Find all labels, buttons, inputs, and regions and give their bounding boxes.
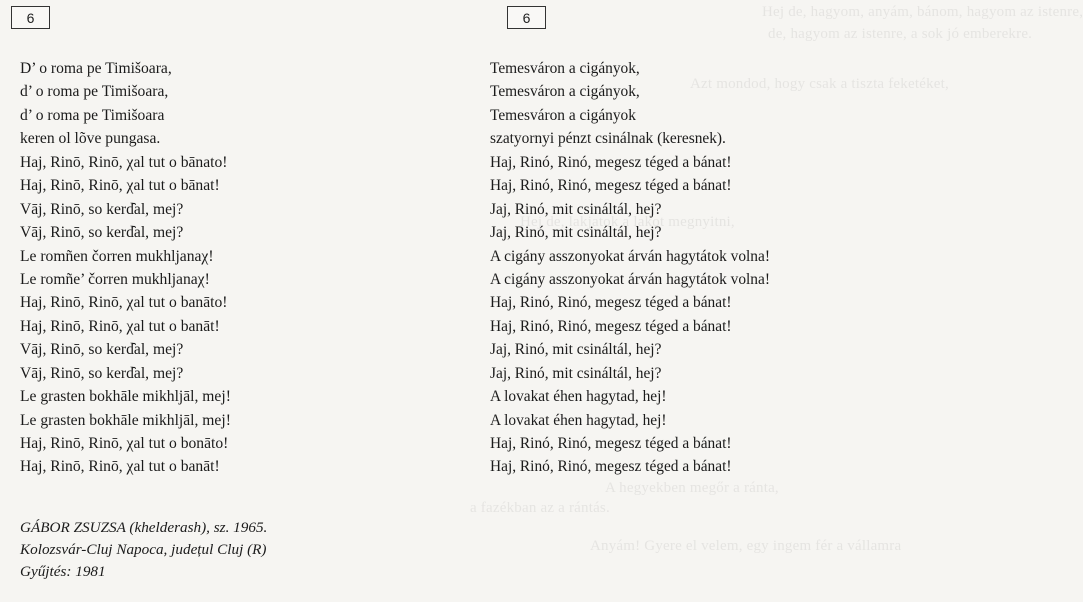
lyric-line: Haj, Rinō, Rinō, χal tut o bonāto!: [20, 435, 229, 452]
translation-line: Jaj, Rinó, mit csináltál, hej?: [490, 224, 662, 242]
lyric-line: Vāj, Rinō, so kerd̑al, mej?: [20, 364, 184, 382]
translation-line: Haj, Rinó, Rinó, megesz téged a bánat!: [490, 458, 732, 476]
lyric-line: Haj, Rinō, Rinō, χal tut o bānato!: [20, 153, 228, 171]
translation-line: Jaj, Rinó, mit csináltál, hej?: [490, 364, 662, 382]
bleed-through-text: Anyám! Gyere el velem, egy ingem fér a vállamra: [590, 538, 902, 554]
bleed-through-text: Hej de, lakjatok a lakot megnyitni,: [520, 214, 735, 230]
performer-location: Kolozsvár-Cluj Napoca, județul Cluj (R): [20, 541, 267, 558]
lyric-line: d’ o roma pe Timišoara,: [20, 83, 169, 101]
lyric-line: Le romñen čorren mukhljanaχ!: [20, 247, 214, 265]
translation-line: Temesváron a cigányok: [490, 106, 636, 124]
translation-line: Jaj, Rinó, mit csináltál, hej?: [490, 200, 662, 218]
translation-line: Haj, Rinó, Rinó, megesz téged a bánat!: [490, 294, 732, 312]
translation-line: szatyornyi pénzt csinálnak (keresnek).: [490, 130, 726, 148]
bleed-through-text: Azt mondod, hogy csak a tiszta feketéket,: [690, 76, 949, 92]
lyric-line: keren ol lõve pungasa.: [20, 130, 161, 148]
lyric-line: Haj, Rinō, Rinō, χal tut o banāt!: [20, 458, 220, 476]
translation-line: Haj, Rinó, Rinó, megesz téged a bánat!: [490, 177, 732, 195]
lyric-line: Le grasten bokhāle mikhljāl, mej!: [20, 388, 231, 406]
lyric-line: Le romñe’ čorren mukhljanaχ!: [20, 270, 210, 288]
translation-line: A cigány asszonyokat árván hagytátok volna!: [490, 247, 770, 265]
bleed-through-text: de, hagyom az istenre, a sok jó emberekre.: [768, 26, 1033, 42]
hungarian-lyrics-column: [490, 57, 910, 479]
lyric-line: Haj, Rinō, Rinō, χal tut o banāto!: [20, 294, 228, 312]
lyric-line: d’ o roma pe Timišoara: [20, 106, 165, 124]
page-number-left: 6: [26, 9, 35, 26]
lyric-line: Le grasten bokhāle mikhljāl, mej!: [20, 411, 231, 429]
translation-line: Temesváron a cigányok,: [490, 60, 640, 77]
translation-line: Haj, Rinó, Rinó, megesz téged a bánat!: [490, 435, 732, 452]
lyric-line: Vāj, Rinō, so kerd̑al, mej?: [20, 200, 184, 218]
lyric-line: D’ o roma pe Timišoara,: [20, 60, 172, 77]
translation-line: Jaj, Rinó, mit csináltál, hej?: [490, 341, 662, 359]
lyric-line: Haj, Rinō, Rinō, χal tut o banāt!: [20, 317, 220, 335]
lyric-line: Haj, Rinō, Rinō, χal tut o bānat!: [20, 177, 220, 195]
performer-name: GÁBOR ZSUZSA (khelderash), sz. 1965.: [20, 519, 268, 536]
translation-line: Haj, Rinó, Rinó, megesz téged a bánat!: [490, 153, 732, 171]
translation-line: A lovakat éhen hagytad, hej!: [490, 388, 667, 406]
translation-line: Haj, Rinó, Rinó, megesz téged a bánat!: [490, 317, 732, 335]
translation-line: A lovakat éhen hagytad, hej!: [490, 411, 667, 429]
bleed-through-text: a fazékban az a rántás.: [470, 500, 610, 516]
page-number-box-right: [507, 6, 546, 29]
page-number-box-left: [11, 6, 50, 29]
lyric-line: Vāj, Rinō, so kerd̑al, mej?: [20, 224, 184, 242]
bleed-through-text: A hegyekben megőr a ránta,: [605, 480, 779, 496]
collection-date: Gyűjtés: 1981: [20, 563, 106, 580]
translation-line: Temesváron a cigányok,: [490, 83, 640, 101]
translation-line: A cigány asszonyokat árván hagytátok volna!: [490, 270, 770, 288]
romani-lyrics-column: [20, 57, 490, 479]
bleed-through-text: Hej de, hagyom, anyám, bánom, hagyom az istenre,: [762, 4, 1083, 20]
performer-credits: [20, 517, 440, 583]
lyric-line: Vāj, Rinō, so kerd̑al, mej?: [20, 341, 184, 359]
page-number-right: 6: [522, 9, 531, 26]
